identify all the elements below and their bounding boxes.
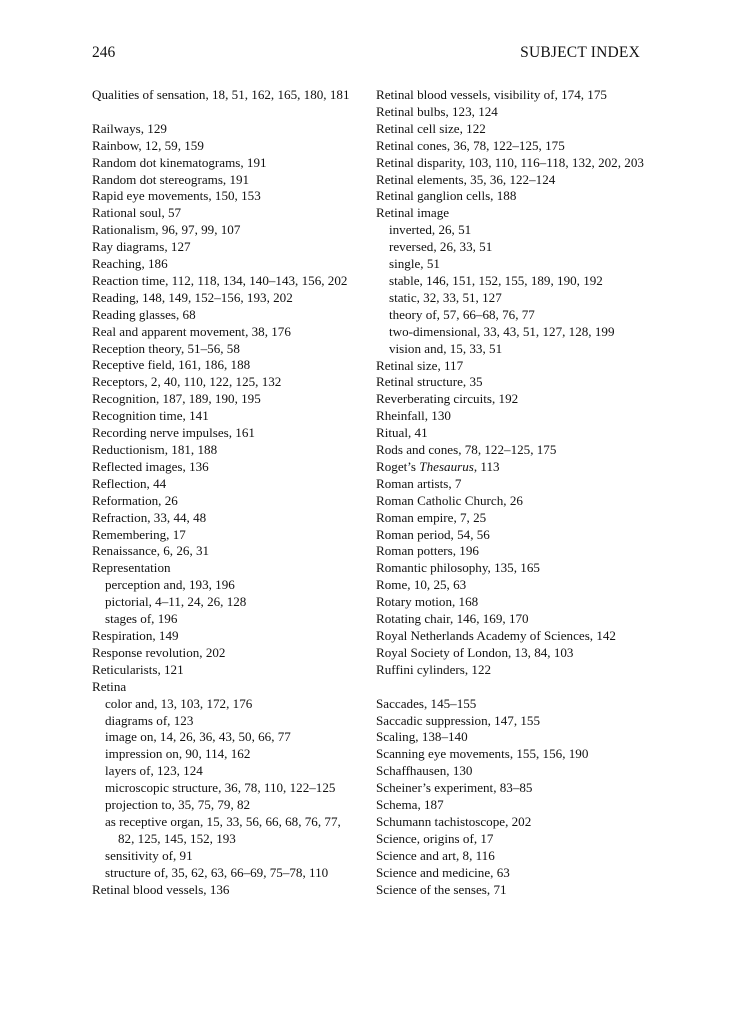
index-entry: Rotating chair, 146, 169, 170	[376, 611, 529, 627]
index-subentry: vision and, 15, 33, 51	[389, 340, 503, 356]
index-entry: Retinal cell size, 122	[376, 120, 486, 136]
index-entry: Rotary motion, 168	[376, 594, 479, 610]
index-entry: Reaching, 186	[92, 256, 168, 272]
page-number: 246	[92, 44, 116, 61]
index-entry: Ruffini cylinders, 122	[376, 661, 492, 677]
index-entry: Scheiner’s experiment, 83–85	[376, 780, 533, 796]
index-entry: Scanning eye movements, 155, 156, 190	[376, 746, 589, 762]
index-entry: Retinal blood vessels, 136	[92, 881, 230, 897]
index-entry: Roman period, 54, 56	[376, 526, 490, 542]
index-entry: Romantic philosophy, 135, 165	[376, 560, 540, 576]
index-entry: Receptors, 2, 40, 110, 122, 125, 132	[92, 374, 282, 390]
index-entry: Scaling, 138–140	[376, 729, 468, 745]
index-entry: Rational soul, 57	[92, 205, 182, 221]
index-entry: Reading glasses, 68	[92, 306, 196, 322]
index-entry: Retinal disparity, 103, 110, 116–118, 132, 202, 203	[376, 154, 644, 170]
index-entry: Roman empire, 7, 25	[376, 509, 487, 525]
index-column-left	[92, 87, 360, 898]
index-entry: Royal Society of London, 13, 84, 103	[376, 644, 574, 660]
index-subentry: as receptive organ, 15, 33, 56, 66, 68, 76, 77, 82, 125, 145, 152, 193	[105, 813, 341, 846]
index-entry: Schaffhausen, 130	[376, 763, 473, 779]
index-entry: Refraction, 33, 44, 48	[92, 509, 207, 525]
index-entry: Reaction time, 112, 118, 134, 140–143, 156, 202	[92, 272, 348, 288]
index-entry: Rainbow, 12, 59, 159	[92, 137, 204, 153]
index-entry: Response revolution, 202	[92, 644, 226, 660]
index-entry: Ray diagrams, 127	[92, 239, 191, 255]
index-entry: Saccadic suppression, 147, 155	[376, 712, 541, 728]
index-entry: Reception theory, 51–56, 58	[92, 340, 240, 356]
index-entry: Recognition, 187, 189, 190, 195	[92, 391, 261, 407]
index-entry: Rationalism, 96, 97, 99, 107	[92, 222, 241, 238]
index-entry: Reflection, 44	[92, 475, 167, 491]
index-entry: Railways, 129	[92, 120, 167, 136]
index-subentry: stable, 146, 151, 152, 155, 189, 190, 192	[389, 272, 603, 288]
index-entry: Retinal structure, 35	[376, 374, 483, 390]
section-gap	[376, 679, 648, 696]
index-entry: Retinal image	[376, 205, 450, 221]
index-entry: Receptive field, 161, 186, 188	[92, 357, 251, 373]
index-subentry: theory of, 57, 66–68, 76, 77	[389, 306, 535, 322]
index-entry: Retinal blood vessels, visibility of, 174, 175	[376, 87, 607, 102]
index-entry: Respiration, 149	[92, 627, 179, 643]
index-entry: Retina	[92, 678, 127, 694]
index-subentry: perception and, 193, 196	[105, 577, 235, 593]
index-entry: Reverberating circuits, 192	[376, 391, 519, 407]
index-subentry: structure of, 35, 62, 63, 66–69, 75–78, 110	[105, 864, 329, 880]
index-entry: Roman Catholic Church, 26	[376, 492, 523, 508]
index-entry: Schumann tachistoscope, 202	[376, 813, 532, 829]
page-header	[92, 44, 640, 68]
index-entry: Retinal ganglion cells, 188	[376, 188, 517, 204]
index-subentry: diagrams of, 123	[105, 712, 194, 728]
index-subentry: layers of, 123, 124	[105, 763, 203, 779]
index-entry: Reformation, 26	[92, 492, 178, 508]
index-subentry: projection to, 35, 75, 79, 82	[105, 797, 251, 813]
index-entry: Retinal bulbs, 123, 124	[376, 103, 498, 119]
index-subentry: static, 32, 33, 51, 127	[389, 289, 502, 305]
index-subentry: color and, 13, 103, 172, 176	[105, 695, 253, 711]
index-subentry: two-dimensional, 33, 43, 51, 127, 128, 199	[389, 323, 615, 339]
index-entry: Retinal cones, 36, 78, 122–125, 175	[376, 137, 565, 153]
running-head: SUBJECT INDEX	[520, 44, 640, 61]
index-entry: Science and medicine, 63	[376, 864, 510, 880]
index-subentry: microscopic structure, 36, 78, 110, 122–125	[105, 780, 336, 796]
index-entry: Rheinfall, 130	[376, 408, 451, 424]
index-entry: Retinal size, 117	[376, 357, 464, 373]
index-entry: Ritual, 41	[376, 425, 428, 441]
index-entry: Roman artists, 7	[376, 475, 462, 491]
index-entry: Reticularists, 121	[92, 661, 184, 677]
index-subentry: reversed, 26, 33, 51	[389, 239, 493, 255]
index-entry: Renaissance, 6, 26, 31	[92, 543, 210, 559]
index-entry: Recording nerve impulses, 161	[92, 425, 255, 441]
index-entry: Qualities of sensation, 18, 51, 162, 165, 180, 181	[92, 87, 350, 102]
index-entry: Retinal elements, 35, 36, 122–124	[376, 171, 556, 187]
index-entry: Rapid eye movements, 150, 153	[92, 188, 261, 204]
index-entry: Science of the senses, 71	[376, 881, 507, 897]
section-gap	[92, 104, 360, 121]
index-entry: Schema, 187	[376, 797, 444, 813]
index-subentry: inverted, 26, 51	[389, 222, 472, 238]
index-subentry: sensitivity of, 91	[105, 847, 193, 863]
index-subentry: image on, 14, 26, 36, 43, 50, 66, 77	[105, 729, 291, 745]
index-subentry: single, 51	[389, 256, 440, 272]
index-entry: Real and apparent movement, 38, 176	[92, 323, 291, 339]
index-subentry: stages of, 196	[105, 611, 178, 627]
index-entry: Saccades, 145–155	[376, 695, 477, 711]
index-column-right	[376, 87, 648, 898]
index-entry: Science and art, 8, 116	[376, 847, 495, 863]
index-entry: Random dot stereograms, 191	[92, 171, 250, 187]
index-entry: Roget’s Thesaurus, 113	[376, 458, 500, 474]
index-entry: Rome, 10, 25, 63	[376, 577, 467, 593]
index-entry: Reading, 148, 149, 152–156, 193, 202	[92, 289, 293, 305]
index-entry: Representation	[92, 560, 171, 576]
index-entry: Rods and cones, 78, 122–125, 175	[376, 442, 557, 458]
index-entry: Reductionism, 181, 188	[92, 442, 218, 458]
index-entry: Reflected images, 136	[92, 458, 209, 474]
index-entry: Remembering, 17	[92, 526, 186, 542]
index-entry: Royal Netherlands Academy of Sciences, 142	[376, 628, 616, 643]
index-entry: Roman potters, 196	[376, 543, 479, 559]
index-entry: Science, origins of, 17	[376, 830, 494, 846]
index-entry: Random dot kinematograms, 191	[92, 154, 267, 170]
index-subentry: impression on, 90, 114, 162	[105, 746, 251, 762]
index-subentry: pictorial, 4–11, 24, 26, 128	[105, 594, 247, 610]
index-entry: Recognition time, 141	[92, 408, 209, 424]
